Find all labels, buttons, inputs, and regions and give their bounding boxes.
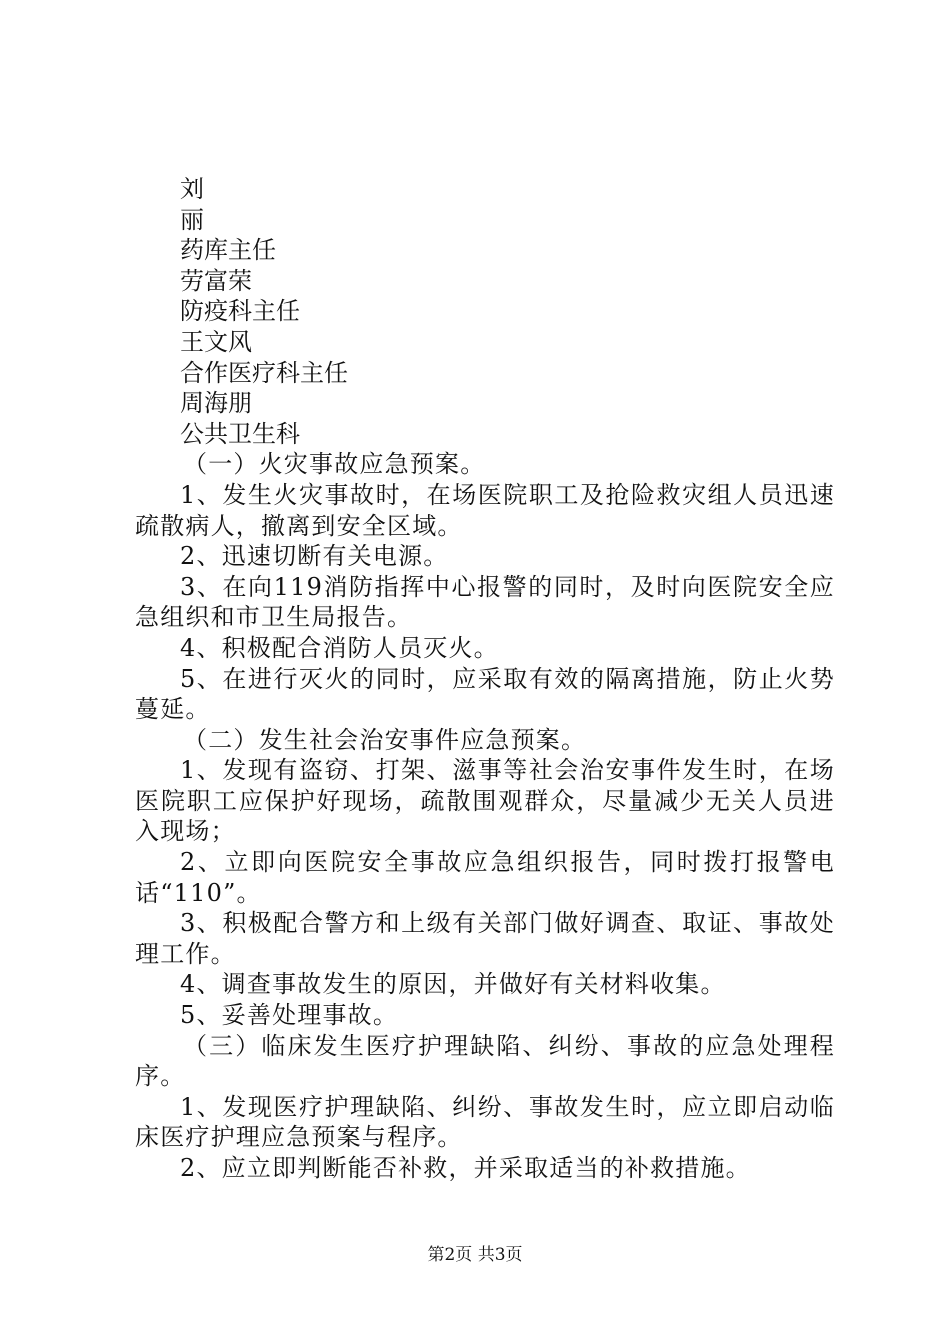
name-line: 合作医疗科主任	[180, 358, 348, 387]
name-line: 防疫科主任	[180, 297, 300, 326]
section-item: 1、发现医疗护理缺陷、纠纷、事故发生时，应立即启动临床医疗护理应急预案与程序。	[135, 1092, 835, 1152]
section-item: 2、应立即判断能否补救，并采取适当的补救措施。	[180, 1154, 751, 1182]
section-item: 5、妥善处理事故。	[180, 1001, 399, 1030]
section-medical-dispute	[135, 1031, 835, 1184]
section-item: 5、在进行灭火的同时，应采取有效的隔离措施，防止火势蔓延。	[135, 664, 835, 724]
name-line: 药库主任	[180, 236, 276, 265]
name-line: 王文风	[180, 327, 252, 356]
name-line: 劳富荣	[180, 266, 252, 295]
name-line: 刘	[180, 175, 204, 203]
section-item: 1、发现有盗窃、打架、滋事等社会治安事件发生时，在场医院职工应保护好现场，疏散围观群众，尽量减少无关人员进入现场；	[135, 756, 835, 846]
section-item: 3、积极配合警方和上级有关部门做好调查、取证、事故处理工作。	[135, 909, 835, 968]
names-block	[135, 174, 835, 449]
section-heading: （一）火灾事故应急预案。	[183, 450, 486, 479]
name-line: 周海朋	[180, 389, 252, 418]
section-item: 4、调查事故发生的原因，并做好有关材料收集。	[180, 970, 726, 999]
section-public-security	[135, 725, 835, 1031]
section-heading: （三）临床发生医疗护理缺陷、纠纷、事故的应急处理程序。	[135, 1031, 835, 1091]
section-item: 2、立即向医院安全事故应急组织报告，同时拨打报警电话“110”。	[135, 848, 835, 907]
page-footer: 第2页 共3页	[427, 1245, 523, 1265]
section-heading: （二）发生社会治安事件应急预案。	[183, 725, 587, 754]
section-item: 2、迅速切断有关电源。	[180, 542, 449, 571]
section-item: 4、积极配合消防人员灭火。	[180, 633, 499, 662]
name-line: 公共卫生科	[180, 419, 300, 448]
section-item: 3、在向119消防指挥中心报警的同时，及时向医院安全应急组织和市卫生局报告。	[135, 572, 835, 632]
section-item: 1、发生火灾事故时，在场医院职工及抢险救灾组人员迅速疏散病人，撤离到安全区域。	[135, 480, 835, 540]
document-body	[135, 174, 835, 1184]
name-line: 丽	[180, 205, 204, 234]
section-fire	[135, 449, 835, 724]
